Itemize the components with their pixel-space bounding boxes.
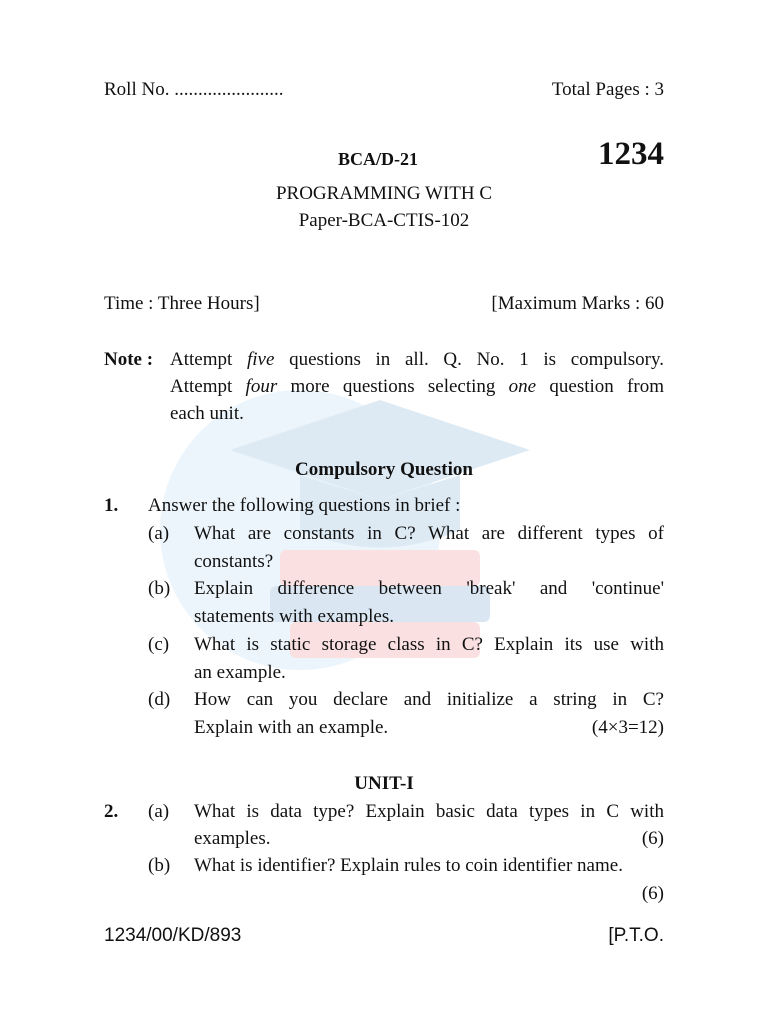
note-text: more questions selecting xyxy=(277,376,509,397)
paper-number: 1234 xyxy=(598,136,664,172)
part-label: (d) xyxy=(148,689,171,710)
note-text: Attempt xyxy=(170,349,247,370)
question-number-2: 2. xyxy=(104,801,119,822)
marks-question-2b: (6) xyxy=(641,883,664,904)
time-allowed: Time : Three Hours] xyxy=(104,293,260,314)
question-1a-line-2: constants? xyxy=(194,551,274,572)
note-emphasis: four xyxy=(245,376,278,397)
question-1c-line-2: an example. xyxy=(194,662,286,683)
note-emphasis: five xyxy=(246,349,275,370)
note-text: question from xyxy=(536,376,664,397)
part-label: (a) xyxy=(148,523,170,544)
question-1a-line-1: What are constants in C? What are different types of xyxy=(194,523,664,544)
question-1d-line-1: How can you declare and initialize a string in C? xyxy=(194,689,664,710)
roll-no: Roll No. ....................... xyxy=(104,79,284,100)
section-heading-unit-1: UNIT-I xyxy=(354,773,414,794)
note-line-1 xyxy=(170,346,664,374)
question-2a-line-1: What is data type? Explain basic data types in C with xyxy=(194,801,664,822)
paper-code: Paper-BCA-CTIS-102 xyxy=(298,210,470,231)
note-line-3: each unit. xyxy=(170,403,244,424)
note-line-2 xyxy=(170,373,664,401)
marks-question-2a: (6) xyxy=(641,828,664,849)
question-1d-line-2: Explain with an example. xyxy=(194,717,389,738)
note-text: Attempt xyxy=(170,376,246,397)
part-label: (c) xyxy=(148,634,170,655)
footer-pto: [P.T.O. xyxy=(608,925,664,946)
question-1b-line-1: Explain difference between 'break' and 'continue' xyxy=(194,578,664,599)
part-label: (b) xyxy=(148,855,171,876)
note-label: Note : xyxy=(104,349,154,370)
question-number-1: 1. xyxy=(104,495,119,516)
course-code: BCA/D-21 xyxy=(338,149,418,169)
question-2a-line-2: examples. xyxy=(194,828,271,849)
paper-title: PROGRAMMING WITH C xyxy=(275,183,493,204)
total-pages: Total Pages : 3 xyxy=(551,79,664,100)
marks-question-1: (4×3=12) xyxy=(591,717,664,738)
question-1b-line-2: statements with examples. xyxy=(194,606,394,627)
section-heading-compulsory: Compulsory Question xyxy=(295,459,473,480)
question-1c-line-1: What is static storage class in C? Explain its use with xyxy=(194,634,664,655)
question-1-text: Answer the following questions in brief : xyxy=(148,495,461,516)
part-label: (a) xyxy=(148,801,170,822)
note-emphasis: one xyxy=(508,376,537,397)
part-label: (b) xyxy=(148,578,171,599)
footer-code: 1234/00/KD/893 xyxy=(104,925,242,946)
question-2b-line-1: What is identifier? Explain rules to coin identifier name. xyxy=(194,855,623,876)
note-text: questions in all. Q. No. 1 is compulsory. xyxy=(274,349,664,370)
maximum-marks: [Maximum Marks : 60 xyxy=(491,293,664,314)
